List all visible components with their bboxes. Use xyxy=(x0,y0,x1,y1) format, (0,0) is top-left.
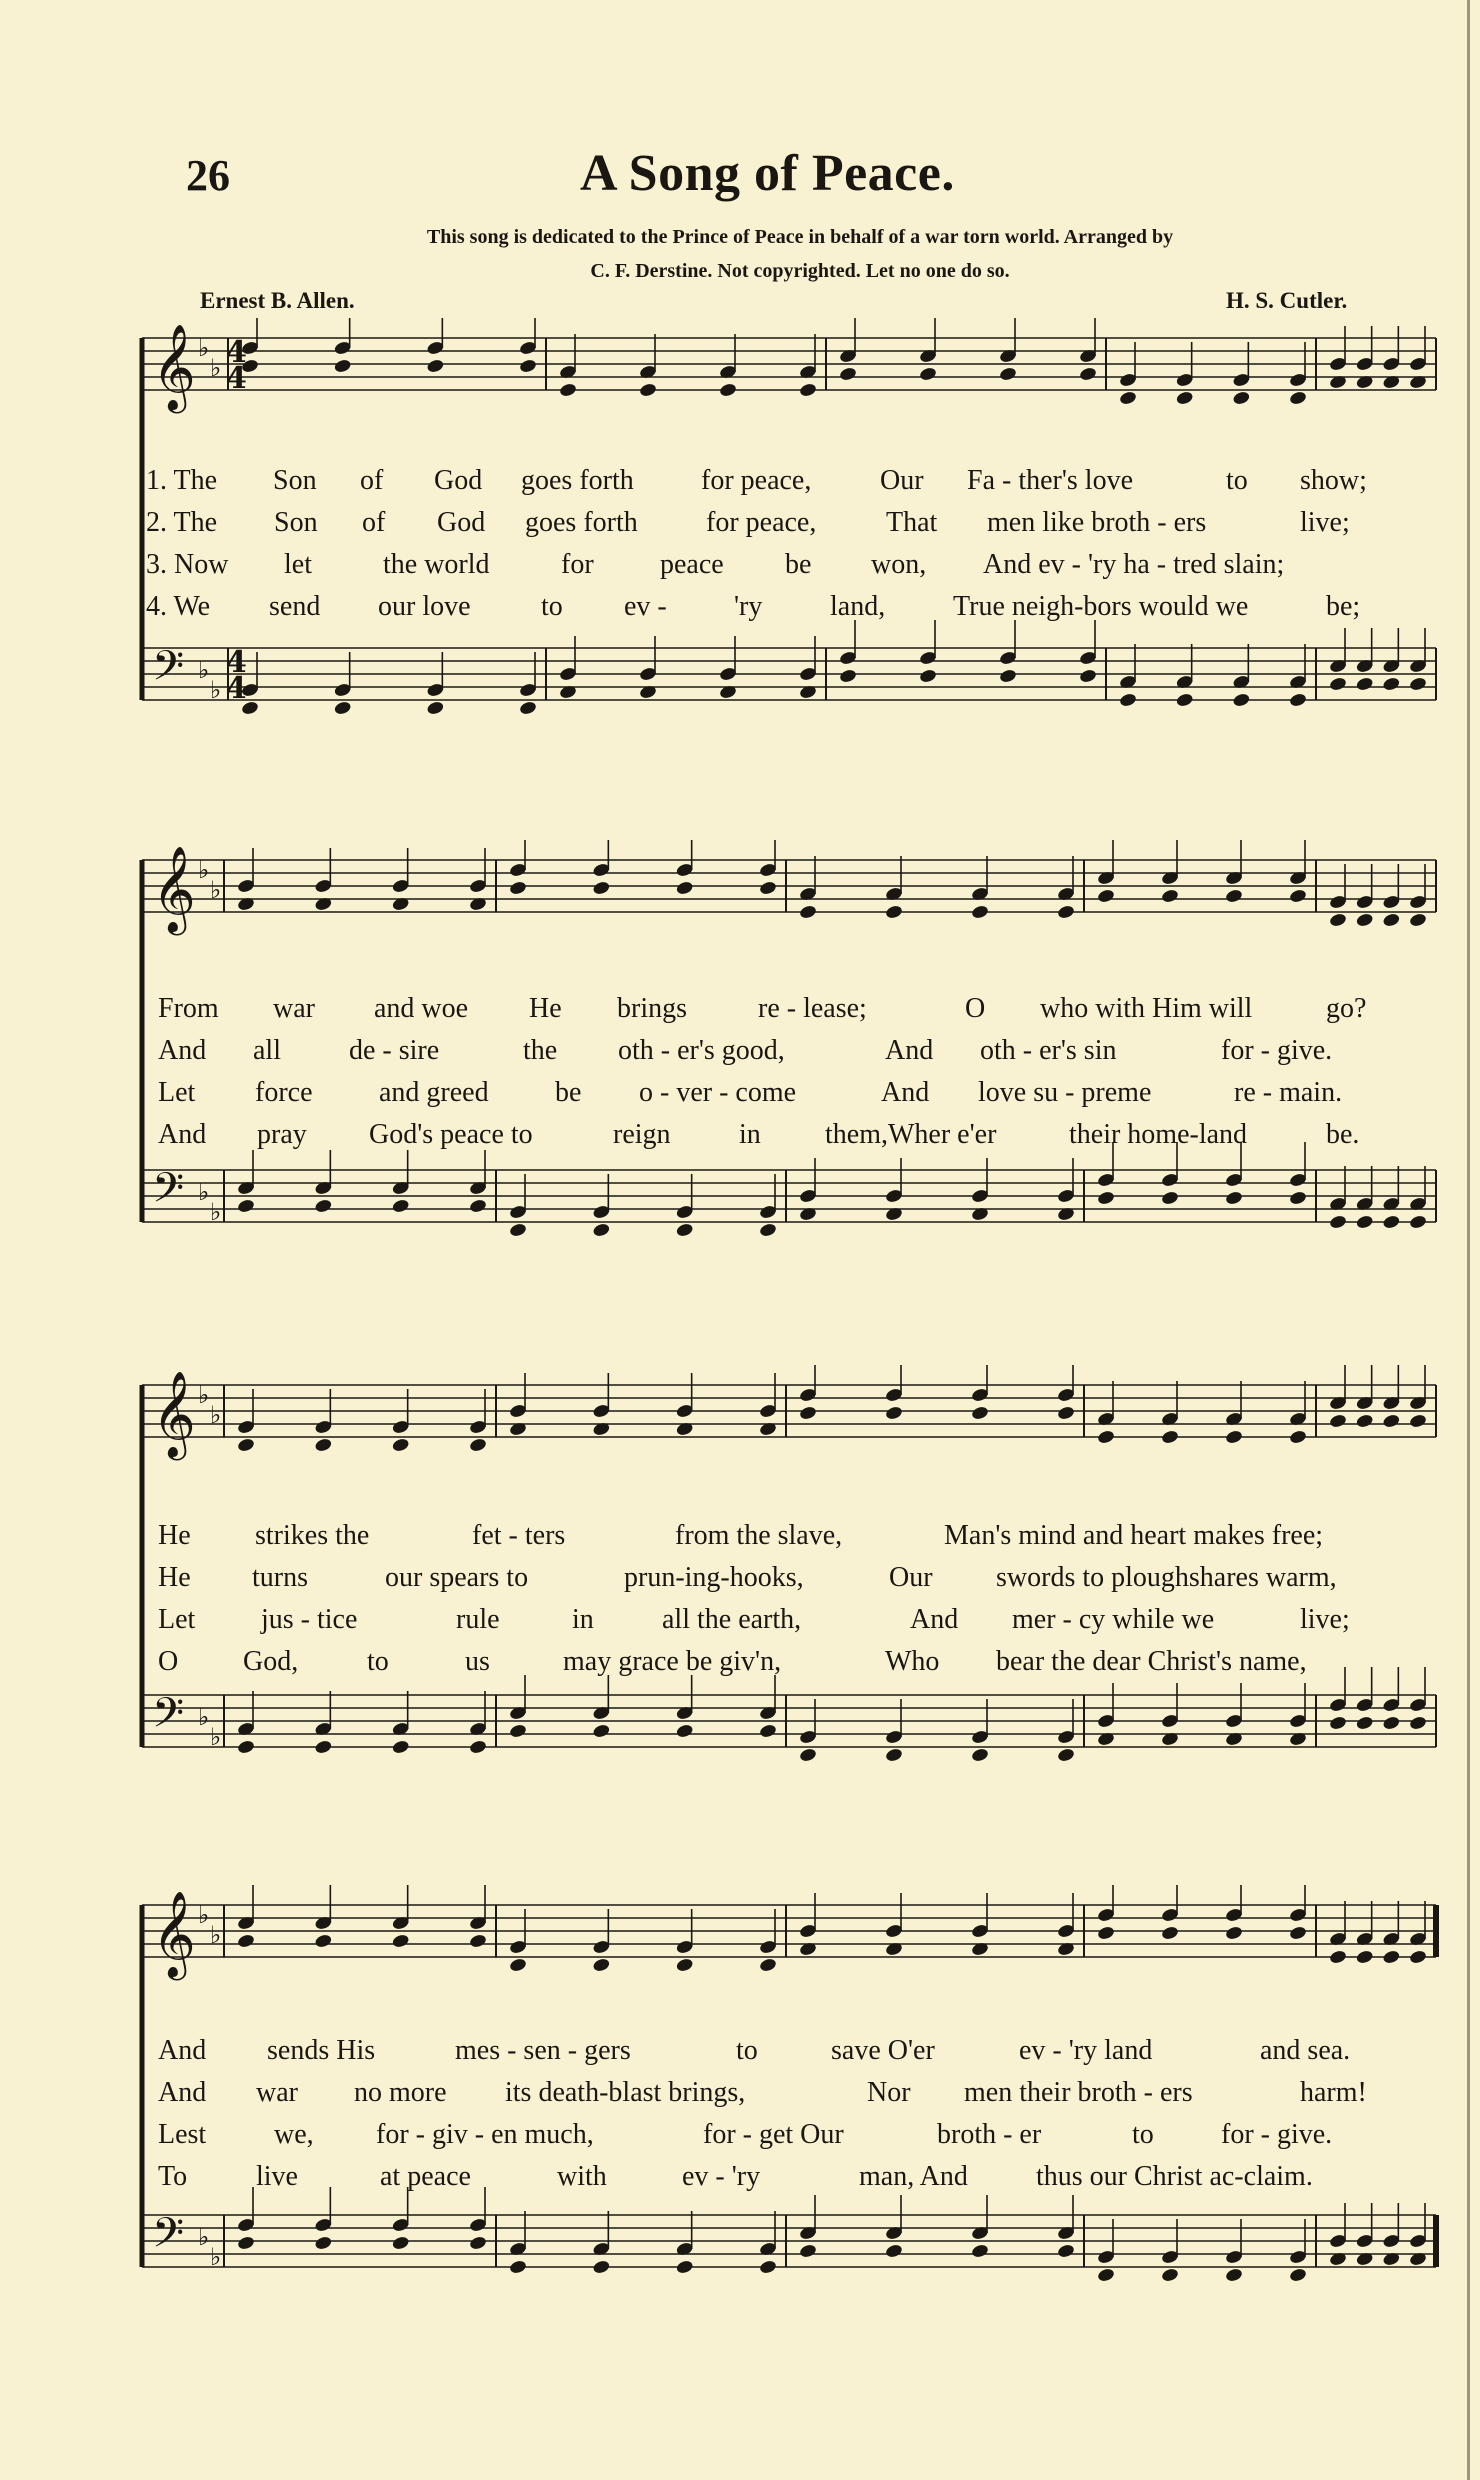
lyric-line xyxy=(136,1641,1456,1683)
lyric-line xyxy=(136,2072,1456,2114)
lyric-word: Our xyxy=(889,1562,933,1593)
lyric-word: sends His xyxy=(267,2035,376,2066)
lyric-word: reign xyxy=(613,1119,671,1150)
flat-icon: ♭ xyxy=(198,1381,210,1409)
page-number: 26 xyxy=(186,151,230,200)
lyric-word: mes - sen - gers xyxy=(455,2035,631,2066)
lyric-word: land, xyxy=(830,591,886,622)
lyric-word: man, And xyxy=(859,2161,968,2192)
lyric-word: for - give. xyxy=(1221,1035,1333,1066)
flat-icon: ♭ xyxy=(198,856,210,884)
lyric-word: rule xyxy=(456,1604,500,1635)
lyric-word: O xyxy=(965,993,986,1024)
lyric-word: Let xyxy=(158,1077,196,1108)
lyric-word: won, xyxy=(871,549,927,580)
lyric-word: for - give. xyxy=(1221,2119,1333,2150)
lyric-word: Man's mind and heart makes free; xyxy=(944,1520,1324,1551)
lyric-word: Son xyxy=(274,507,318,538)
lyric-word: for peace, xyxy=(706,507,817,538)
flat-icon: ♭ xyxy=(198,334,210,362)
lyric-word: strikes the xyxy=(255,1520,370,1551)
lyric-line xyxy=(136,988,1456,1030)
lyric-word: of xyxy=(360,465,384,496)
lyric-line xyxy=(136,1515,1456,1557)
lyric-word: with xyxy=(557,2161,607,2192)
lyric-word: live; xyxy=(1300,1604,1350,1635)
treble-clef-icon: 𝄞 xyxy=(152,1371,196,1457)
lyric-word: He xyxy=(158,1520,191,1551)
lyric-word: and sea. xyxy=(1260,2035,1351,2066)
flat-icon: ♭ xyxy=(198,1703,210,1731)
lyric-line xyxy=(136,460,1456,502)
lyric-word: to xyxy=(1132,2119,1154,2150)
lyric-word: God's peace to xyxy=(369,1119,533,1150)
treble-clef-icon: 𝄞 xyxy=(152,846,196,932)
lyric-word: all xyxy=(253,1035,281,1066)
lyric-word: And xyxy=(158,2077,207,2108)
lyric-word: And xyxy=(910,1604,959,1635)
lyric-word: God, xyxy=(243,1646,299,1677)
lyric-word: who with Him will xyxy=(1040,993,1253,1024)
lyric-word: o - ver - come xyxy=(639,1077,797,1108)
lyric-word: love su - preme xyxy=(978,1077,1152,1108)
lyric-word: Lest xyxy=(158,2119,207,2150)
lyric-word: and greed xyxy=(379,1077,489,1108)
lyric-word: ev - 'ry land xyxy=(1019,2035,1153,2066)
lyric-word: and woe xyxy=(374,993,469,1024)
lyric-line xyxy=(136,1114,1456,1156)
lyric-word: live; xyxy=(1300,507,1350,538)
lyric-word: And xyxy=(885,1035,934,1066)
flat-icon: ♭ xyxy=(210,1723,222,1751)
lyric-word: O xyxy=(158,1646,179,1677)
lyric-line xyxy=(136,1030,1456,1072)
lyric-word: to xyxy=(367,1646,389,1677)
music-system-4 xyxy=(136,1885,1456,2355)
lyric-word: in xyxy=(572,1604,594,1635)
music-system-3 xyxy=(136,1365,1456,1835)
lyric-word: war xyxy=(273,993,315,1024)
lyric-line xyxy=(136,502,1456,544)
lyric-word: the xyxy=(523,1035,558,1066)
dedication-note xyxy=(250,220,1350,288)
lyric-line xyxy=(136,2114,1456,2156)
lyric-word: brings xyxy=(617,993,687,1024)
lyric-word: peace xyxy=(660,549,724,580)
lyric-line xyxy=(136,586,1456,628)
lyric-line xyxy=(136,1599,1456,1641)
lyric-word: Let xyxy=(158,1604,196,1635)
lyric-word: 1. The xyxy=(146,465,218,496)
lyric-word: its death-blast brings, xyxy=(505,2077,746,2108)
lyric-word: for - get Our xyxy=(703,2119,844,2150)
lyric-word: the world xyxy=(383,549,490,580)
lyric-word: at peace xyxy=(380,2161,471,2192)
lyric-line xyxy=(136,1557,1456,1599)
lyric-word: That xyxy=(886,507,938,538)
lyric-word: 2. The xyxy=(146,507,218,538)
flat-icon: ♭ xyxy=(198,656,210,684)
treble-clef-icon: 𝄞 xyxy=(152,1891,196,1977)
lyric-word: de - sire xyxy=(349,1035,440,1066)
lyric-word: their home-land xyxy=(1069,1119,1248,1150)
lyric-word: And xyxy=(881,1077,930,1108)
lyric-word: for peace, xyxy=(701,465,812,496)
lyric-word: oth - er's good, xyxy=(618,1035,785,1066)
lyric-word: be xyxy=(555,1077,582,1108)
lyric-word: no more xyxy=(354,2077,447,2108)
lyric-word: Our xyxy=(880,465,924,496)
lyric-word: live xyxy=(256,2161,298,2192)
lyric-word: show; xyxy=(1300,465,1367,496)
bass-clef-icon: 𝄢 xyxy=(152,2209,185,2267)
lyric-word: to xyxy=(541,591,563,622)
lyric-line xyxy=(136,544,1456,586)
lyricist-credit: Ernest B. Allen. xyxy=(200,288,355,313)
lyric-word: send xyxy=(269,591,321,622)
lyric-word: oth - er's sin xyxy=(980,1035,1117,1066)
lyric-word: from the slave, xyxy=(675,1520,843,1551)
lyric-word: jus - tice xyxy=(261,1604,358,1635)
lyric-word: be; xyxy=(1326,591,1361,622)
lyric-word: swords to ploughshares warm, xyxy=(996,1562,1337,1593)
lyric-word: force xyxy=(255,1077,313,1108)
hymn-title: A Song of Peace. xyxy=(580,145,955,202)
flat-icon: ♭ xyxy=(210,354,222,382)
lyric-word: goes forth xyxy=(521,465,634,496)
lyric-word: goes forth xyxy=(525,507,638,538)
flat-icon: ♭ xyxy=(198,1901,210,1929)
lyric-word: He xyxy=(529,993,562,1024)
lyric-word: And ev - 'ry ha - tred slain; xyxy=(983,549,1285,580)
music-system-1 xyxy=(136,318,1456,786)
lyric-word: war xyxy=(256,2077,298,2108)
bass-clef-icon: 𝄢 xyxy=(152,642,185,700)
lyric-word: ev - xyxy=(624,591,667,622)
lyric-word: To xyxy=(158,2161,188,2192)
lyric-word: of xyxy=(362,507,386,538)
music-system-2 xyxy=(136,840,1456,1310)
flat-icon: ♭ xyxy=(210,876,222,904)
lyric-word: bear the dear Christ's name, xyxy=(996,1646,1307,1677)
lyric-word: And xyxy=(158,2035,207,2066)
lyric-word: men their broth - ers xyxy=(964,2077,1193,2108)
lyric-word: re - lease; xyxy=(758,993,867,1024)
lyric-line xyxy=(136,2030,1456,2072)
lyric-word: thus our Christ ac-claim. xyxy=(1036,2161,1313,2192)
lyric-word: God xyxy=(437,507,486,538)
bass-clef-icon: 𝄢 xyxy=(152,1689,185,1747)
time-signature: 4 xyxy=(226,645,247,680)
lyric-word: re - main. xyxy=(1234,1077,1343,1108)
lyric-word: our love xyxy=(378,591,471,622)
lyric-word: broth - er xyxy=(937,2119,1042,2150)
lyric-word: in xyxy=(739,1119,761,1150)
treble-clef-icon: 𝄞 xyxy=(152,324,196,410)
lyric-word: be. xyxy=(1326,1119,1360,1150)
lyric-word: our spears to xyxy=(385,1562,529,1593)
lyric-word: may grace be giv'n, xyxy=(563,1646,782,1677)
composer-credit: H. S. Cutler. xyxy=(1226,288,1348,313)
lyric-word: be xyxy=(785,549,812,580)
lyric-word: us xyxy=(465,1646,490,1677)
lyric-word: Nor xyxy=(867,2077,911,2108)
lyric-word: for xyxy=(561,549,594,580)
lyric-word: save O'er xyxy=(831,2035,935,2066)
lyric-word: prun-ing-hooks, xyxy=(624,1562,804,1593)
lyric-word: True neigh-bors would we xyxy=(953,591,1249,622)
lyric-word: to xyxy=(1226,465,1248,496)
flat-icon: ♭ xyxy=(210,1401,222,1429)
lyric-word: we, xyxy=(274,2119,314,2150)
flat-icon: ♭ xyxy=(210,2243,222,2271)
lyric-word: harm! xyxy=(1300,2077,1367,2108)
lyric-word: let xyxy=(284,549,312,580)
flat-icon: ♭ xyxy=(210,1921,222,1949)
lyric-word: 3. Now xyxy=(146,549,229,580)
flat-icon: ♭ xyxy=(210,676,222,704)
lyric-word: fet - ters xyxy=(472,1520,566,1551)
lyric-word: all the earth, xyxy=(662,1604,802,1635)
lyric-word: pray xyxy=(257,1119,307,1150)
dedication-line: This song is dedicated to the Prince of Peace in behalf of a war torn world. Arranged by xyxy=(426,226,1174,248)
flat-icon: ♭ xyxy=(198,1178,210,1206)
lyric-word: Fa - ther's love xyxy=(967,465,1134,496)
bass-clef-icon: 𝄢 xyxy=(152,1164,185,1222)
flat-icon: ♭ xyxy=(210,1198,222,1226)
lyric-word: Son xyxy=(273,465,317,496)
lyric-word: And xyxy=(158,1119,207,1150)
dedication-line: C. F. Derstine. Not copyrighted. Let no one do so. xyxy=(590,260,1010,282)
lyric-word: turns xyxy=(252,1562,308,1593)
lyric-word: 4. We xyxy=(146,591,211,622)
flat-icon: ♭ xyxy=(198,2223,210,2251)
lyric-word: for - giv - en much, xyxy=(376,2119,594,2150)
lyric-word: ev - 'ry xyxy=(682,2161,761,2192)
lyric-word: go? xyxy=(1326,993,1367,1024)
time-signature: 4 xyxy=(226,671,247,706)
lyric-word: Who xyxy=(885,1646,940,1677)
lyric-word: men like broth - ers xyxy=(987,507,1207,538)
page-edge xyxy=(1467,0,1470,2480)
lyric-line xyxy=(136,1072,1456,1114)
lyric-word: And xyxy=(158,1035,207,1066)
lyric-word: mer - cy while we xyxy=(1012,1604,1215,1635)
lyric-word: them,Wher e'er xyxy=(825,1119,997,1150)
time-signature: 4 xyxy=(226,361,247,396)
lyric-word: God xyxy=(434,465,483,496)
lyric-word: 'ry xyxy=(734,591,763,622)
lyric-word: He xyxy=(158,1562,191,1593)
time-signature: 4 xyxy=(226,335,247,370)
lyric-word: From xyxy=(158,993,219,1024)
lyric-line xyxy=(136,2156,1456,2198)
lyric-word: to xyxy=(736,2035,758,2066)
